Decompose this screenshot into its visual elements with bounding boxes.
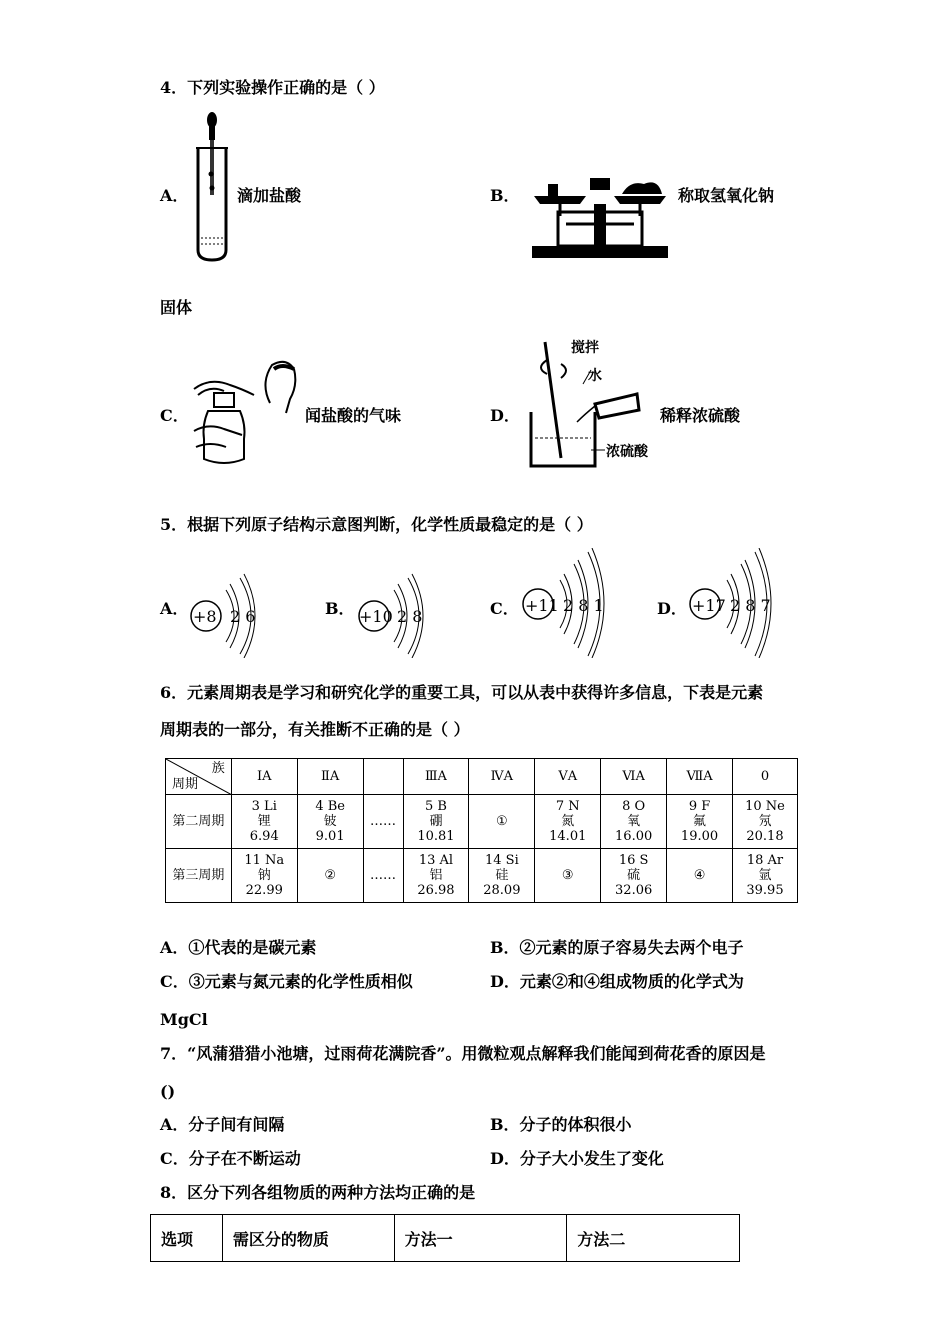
element-cell: 9 F 氟 19.00 (667, 795, 733, 849)
smelling-acid-figure (190, 355, 305, 470)
element-cell: 4 Be 铍 9.01 (297, 795, 363, 849)
element-cell: 3 Li 锂 6.94 (231, 795, 297, 849)
q7-stem: 7．“风蒲猎猎小池塘，过雨荷花满院香”。用微粒观点解释我们能闻到荷花香的原因是 (160, 1044, 766, 1063)
group-header: ⅥA (601, 759, 667, 795)
element-cell: 14 Si 硅 28.09 (469, 849, 535, 903)
group-header: ⅦA (667, 759, 733, 795)
table-header-row (151, 1215, 740, 1262)
q5-option-c-letter: C． (490, 599, 519, 618)
element-cell: 5 B 硼 10.81 (403, 795, 469, 849)
q5-option-a-letter: A． (160, 599, 189, 618)
element-cell: 18 Ar 氩 39.95 (732, 849, 797, 903)
group-header (363, 759, 403, 795)
table-header-cell: 方法一 (394, 1215, 567, 1262)
group-header: ⅤA (535, 759, 601, 795)
corner-cell (166, 759, 232, 795)
conc-acid-tag: 浓硫酸 (606, 444, 648, 460)
q7-option-c: C．分子在不断运动 (160, 1149, 301, 1168)
q7-answer-paren: () (160, 1082, 176, 1101)
q5-option-b-letter: B． (325, 599, 355, 618)
balance-scale-figure (530, 172, 670, 262)
q4-option-a-letter: A． (160, 186, 189, 205)
atom-d-shells: 2 8 7 (730, 596, 771, 615)
atom-b-nucleus: +10 (359, 607, 393, 626)
corner-period-label: 周期 (172, 777, 199, 792)
test-tube-dropper-figure (190, 110, 235, 262)
element-cell: ③ (535, 849, 601, 903)
group-header: 0 (732, 759, 797, 795)
q4-option-c-label: 闻盐酸的气味 (305, 406, 402, 425)
element-cell: 16 S 硫 32.06 (601, 849, 667, 903)
table-header-cell: 需区分的物质 (222, 1215, 394, 1262)
q6-stem-line1: 6．元素周期表是学习和研究化学的重要工具，可以从表中获得许多信息，下表是元素 (160, 683, 764, 702)
period-3-row (166, 849, 798, 903)
q4-option-b-label: 称取氢氧化钠 (678, 186, 775, 205)
element-cell: 8 O 氧 16.00 (601, 795, 667, 849)
element-cell: 11 Na 钠 22.99 (231, 849, 297, 903)
q7-option-d: D．分子大小发生了变化 (490, 1149, 664, 1168)
q4-stem: 4．下列实验操作正确的是（ ） (160, 78, 385, 97)
element-cell: ② (297, 849, 363, 903)
atom-d-nucleus: +17 (692, 596, 726, 615)
element-cell: ④ (667, 849, 733, 903)
water-tag: 水 (588, 368, 602, 384)
element-cell: 7 N 氮 14.01 (535, 795, 601, 849)
q4-option-d-label: 稀释浓硫酸 (660, 406, 741, 425)
atom-c-nucleus: +11 (525, 596, 559, 615)
stir-tag: 搅拌 (571, 340, 599, 356)
period-label: 第三周期 (166, 849, 232, 903)
corner-group-label: 族 (211, 761, 225, 776)
q6-option-a: A．①代表的是碳元素 (160, 938, 317, 957)
period-label: 第二周期 (166, 795, 232, 849)
periodic-table (165, 758, 798, 903)
q4-option-a-label: 滴加盐酸 (237, 186, 302, 205)
q7-option-a: A．分子间有间隔 (160, 1115, 285, 1134)
q6-option-d: D．元素②和④组成物质的化学式为 (490, 972, 744, 991)
q5-stem: 5．根据下列原子结构示意图判断，化学性质最稳定的是（ ） (160, 515, 593, 534)
q8-stem: 8．区分下列各组物质的两种方法均正确的是 (160, 1183, 476, 1202)
element-cell: …… (363, 849, 403, 903)
q6-option-d-cont: MgCl (160, 1010, 208, 1029)
q5-option-d-letter: D． (657, 599, 687, 618)
atom-a-nucleus: +8 (193, 607, 217, 626)
q7-option-b: B．分子的体积很小 (490, 1115, 632, 1134)
q6-option-c: C．③元素与氮元素的化学性质相似 (160, 972, 413, 991)
q6-option-b: B．②元素的原子容易失去两个电子 (490, 938, 744, 957)
atom-a-shells: 2 6 (230, 607, 256, 626)
element-cell: 10 Ne 氖 20.18 (732, 795, 797, 849)
q4-option-b-letter: B． (490, 186, 520, 205)
table-header-row (166, 759, 798, 795)
q4-option-b-label-cont: 固体 (160, 298, 193, 317)
q6-stem-line2: 周期表的一部分，有关推断不正确的是（ ） (160, 720, 470, 739)
group-header: ⅠA (231, 759, 297, 795)
group-header: ⅢA (403, 759, 469, 795)
group-header: ⅣA (469, 759, 535, 795)
q4-option-d-letter: D． (490, 406, 520, 425)
q8-table (150, 1214, 740, 1262)
element-cell: …… (363, 795, 403, 849)
atom-b-shells: 2 8 (397, 607, 423, 626)
q4-option-c-letter: C． (160, 406, 189, 425)
table-header-cell: 选项 (151, 1215, 223, 1262)
atom-c-shells: 2 8 1 (563, 596, 604, 615)
element-cell: 13 Al 铝 26.98 (403, 849, 469, 903)
group-header: ⅡA (297, 759, 363, 795)
element-cell: ① (469, 795, 535, 849)
period-2-row (166, 795, 798, 849)
table-header-cell: 方法二 (567, 1215, 740, 1262)
